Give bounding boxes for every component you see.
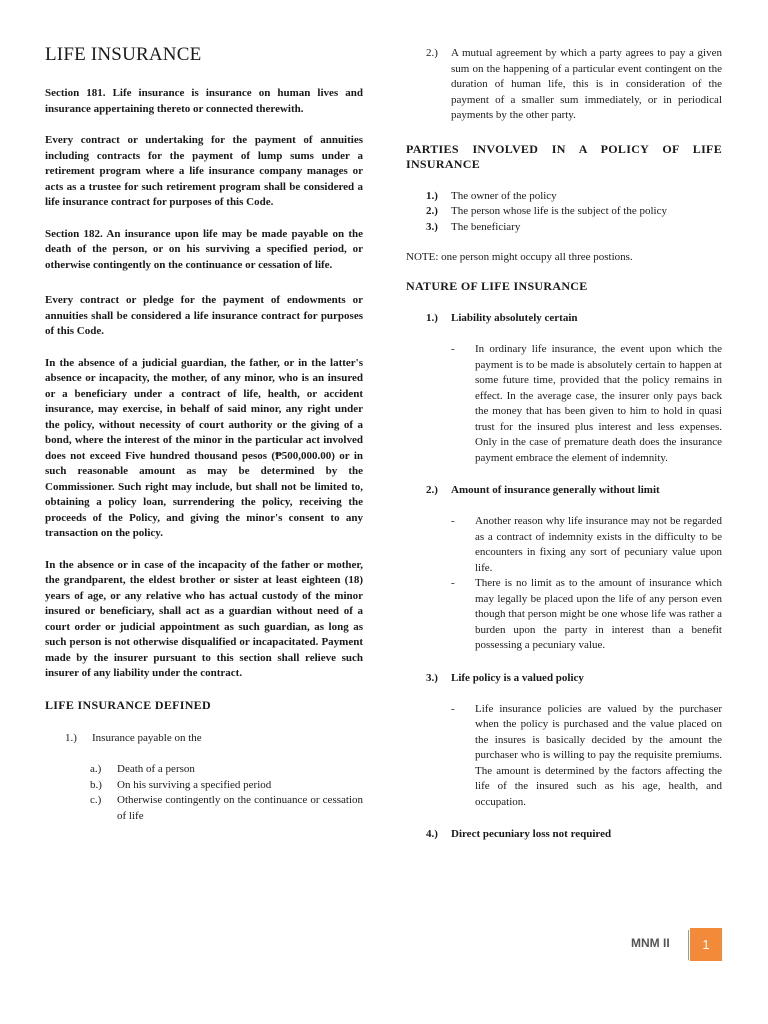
definition-list-continued [426,46,722,124]
list-item: 2.) The person whose life is the subject of the policy [426,205,667,217]
nature-item-2-bullet-2: - There is no limit as to the amount of insurance which may legally be placed upon the life of any person even though that person might be one whose life was rather a burden upon the party in interest than a benefit possessing a pecuniary value. [451,577,722,651]
parties-heading: PARTIES INVOLVED IN A POLICY OF LIFE INSURANCE [406,141,722,171]
nature-item-3-bullet: - Life insurance policies are valued by the purchaser when the policy is purchased and the value placed on the insures is basically decided by the amount the purchaser who is willing to pay the requisite premiums. The amount is determined by the factors affecting the life of the insured such as his age, health, and occupation. [451,702,722,808]
definition-list [65,731,363,747]
definition-sublist [90,762,363,824]
retirement-program-paragraph: Every contract or undertaking for the payment of annuities including contracts for the payment of lump sums under a retirement program where a life insurance company manages or acts as a trustee for such retirement program shall be considered a life insurance contract for purposes of this Code. [45,134,363,208]
list-item: 3.) The beneficiary [426,220,521,233]
endowments-paragraph: Every contract or pledge for the payment of endowments or annuities shall be considered a life insurance contract for purposes of this Code. [45,294,363,337]
judicial-guardian-paragraph: In the absence of a judicial guardian, the father, or in the latter's absence or incapacity, the mother, of any minor, who is an insured or a beneficiary under a contract of life, health, or accident insurance, may exercise, in behalf of said minor, any right under the policy, without necessity of court authority or the giving of a bond, where the interest of the minor in the particular act involved does not exceed Five hundred thousand pesos (₱500,000.00) or in such reasonable amount as may be determined by the Commissioner. Such right may include, but shall not be limited to, obtaining a policy loan, surrendering the policy, receiving the proceeds of the Policy, and giving the minor's consent to any transaction on the policy. [45,356,363,539]
nature-item-2-bullet-1: - Another reason why life insurance may not be regarded as a contract of indemnity exists in the difficulty to be encounters in fixing any sort of pecuniary value upon life. [451,515,722,574]
nature-item-1-bullet: - In ordinary life insurance, the event upon which the payment is to be made is absolutely certain to happen at some future time, provided that the policy remains in effect. In the average case, the insurer only pays back the money that has been given to him to hold in quasi trust for the insured plus interest and less expenses. Only in the case of premature death does the insurance payment embrace the element of indemnity. [451,343,722,464]
list-item: c.) Otherwise contingently on the continuance or cessation of life [90,794,363,822]
life-insurance-defined-heading: LIFE INSURANCE DEFINED [45,697,211,712]
section-181-paragraph: Section 181. Life insurance is insurance on human lives and insurance appertaining thereto or connected therewith. [45,87,363,115]
right-column [406,46,722,854]
parties-list [426,189,722,236]
footer-divider [688,930,689,960]
page-number: 1 [690,928,722,961]
left-column [45,44,363,824]
nature-item-3-title: 3.) Life policy is a valued policy [426,671,584,684]
nature-item-2-title: 2.) Amount of insurance generally without limit [426,484,660,496]
page-title: LIFE INSURANCE [45,44,202,65]
list-item: 1.) Insurance payable on the [65,731,202,744]
section-182-paragraph: Section 182. An insurance upon life may be made payable on the death of the person, or on his surviving a specified period, or otherwise contingently on the continuance or cessation of life. [45,227,363,271]
list-item: 2.) A mutual agreement by which a party agrees to pay a given sum on the happening of a particular event contingent on the duration of human life, this is in consideration of the payment of a smaller sum immediately, or in periodical payments by the other party. [426,47,722,121]
list-item: a.) Death of a person [90,763,195,775]
nature-heading: NATURE OF LIFE INSURANCE [406,279,588,293]
list-item: b.) On his surviving a specified period [90,778,272,791]
list-item: 1.) The owner of the policy [426,189,557,202]
nature-item-1-title: 1.) Liability absolutely certain [426,312,578,324]
footer-label: MNM II [631,936,670,950]
note-text: NOTE: one person might occupy all three postions. [406,251,633,263]
incapacity-paragraph: In the absence or in case of the incapacity of the father or mother, the grandparent, the eldest brother or sister at least eighteen (18) years of age, or any relative who has actual custody of the minor insured or beneficiary, shall act as a guardian without need of a court order or judicial appointment as such guardian, as long as such person is not otherwise disqualified or incapacitated. Payment made by the insurer pursuant to this section shall relieve such insurer of any liability under the contract. [45,558,363,679]
nature-item-4-title: 4.) Direct pecuniary loss not required [426,828,612,840]
